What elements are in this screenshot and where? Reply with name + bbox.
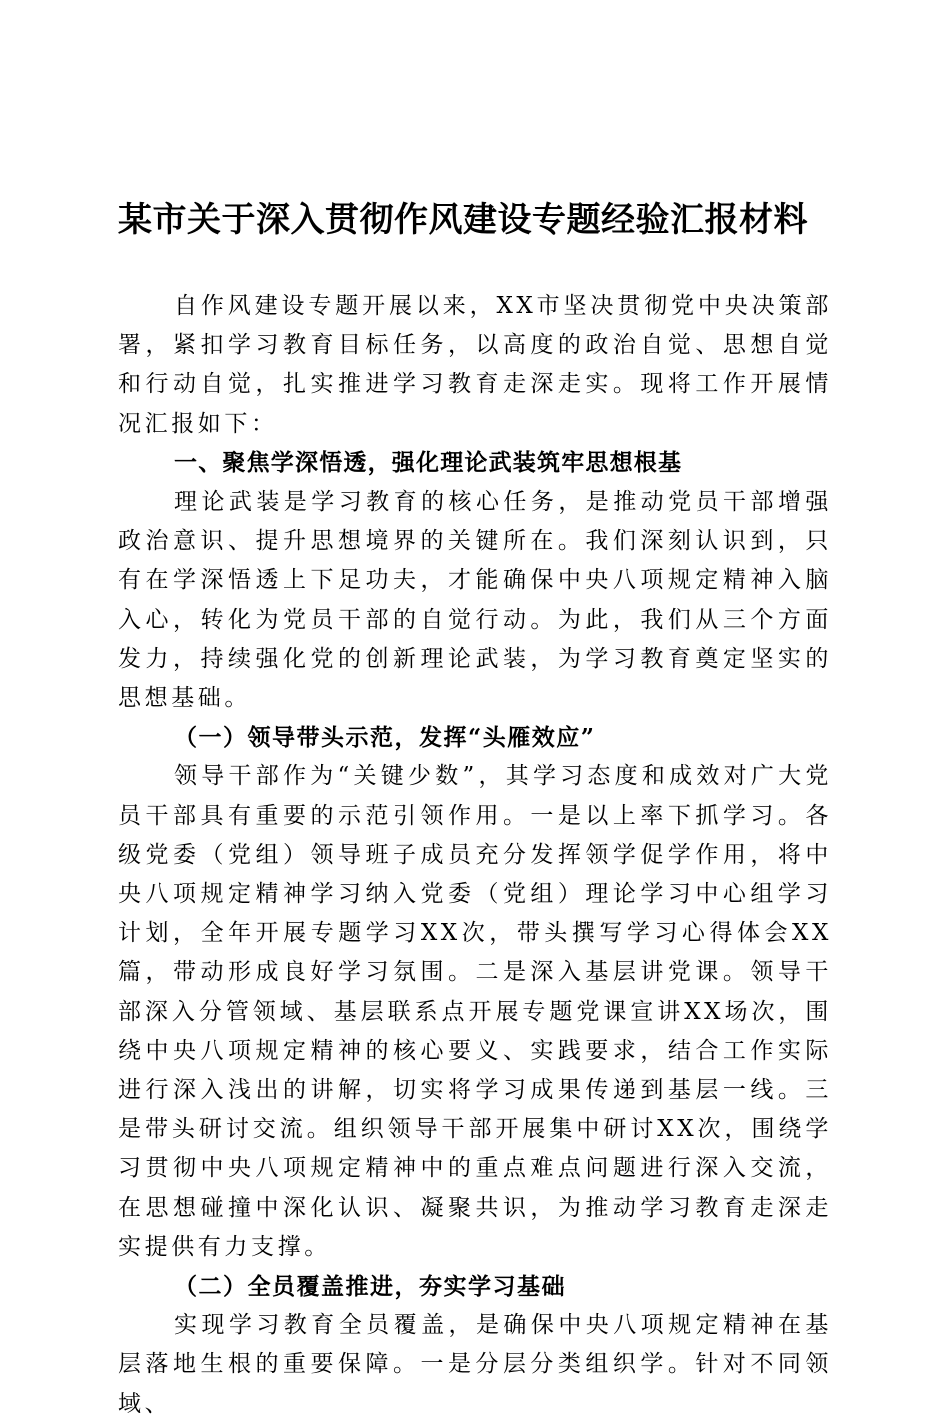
subsection-2-heading: （二）全员覆盖推进，夯实学习基础 — [174, 1273, 566, 1301]
section-1-paragraph: 理论武装是学习教育的核心任务，是推动党员干部增强政治意识、提升思想境界的关键所在。我们深刻认识到，只有在学深悟透上下足功夫，才能确保中央八项规定精神入脑入心，转化为党员干部的自觉行动。为此，我们从三个方面发力，持续强化党的创新理论武装，为学习教育奠定坚实的思想基础。 — [118, 489, 832, 712]
subsection-2-paragraph: 实现学习教育全员覆盖，是确保中央八项规定精神在基层落地生根的重要保障。一是分层分类组织学。针对不同领域、 — [118, 1312, 832, 1417]
document-body — [118, 287, 832, 1424]
subsection-1-heading: （一）领导带头示范，发挥“头雁效应” — [174, 724, 596, 752]
document-title: 某市关于深入贯彻作风建设专题经验汇报材料 — [118, 200, 808, 240]
section-1-heading: 一、聚焦学深悟透，强化理论武装筑牢思想根基 — [174, 449, 683, 476]
intro-paragraph: 自作风建设专题开展以来，XX市坚决贯彻党中央决策部署，紧扣学习教育目标任务，以高度的政治自觉、思想自觉和行动自觉，扎实推进学习教育走深走实。现将工作开展情况汇报如下： — [118, 293, 832, 437]
subsection-1-paragraph: 领导干部作为“关键少数”，其学习态度和成效对广大党员干部具有重要的示范引领作用。一是以上率下抓学习。各级党委（党组）领导班子成员充分发挥领学促学作用，将中央八项规定精神学习纳入党委（党组）理论学习中心组学习计划，全年开展专题学习XX次，带头撰写学习心得体会XX篇，带动形成良好学习氛围。二是深入基层讲党课。领导干部深入分管领域、基层联系点开展专题党课宣讲XX场次，围绕中央八项规定精神的核心要义、实践要求，结合工作实际进行深入浅出的讲解，切实将学习成果传递到基层一线。三是带头研讨交流。组织领导干部开展集中研讨XX次，围绕学习贯彻中央八项规定精神中的重点难点问题进行深入交流，在思想碰撞中深化认识、凝聚共识，为推动学习教育走深走实提供有力支撑。 — [118, 763, 832, 1260]
